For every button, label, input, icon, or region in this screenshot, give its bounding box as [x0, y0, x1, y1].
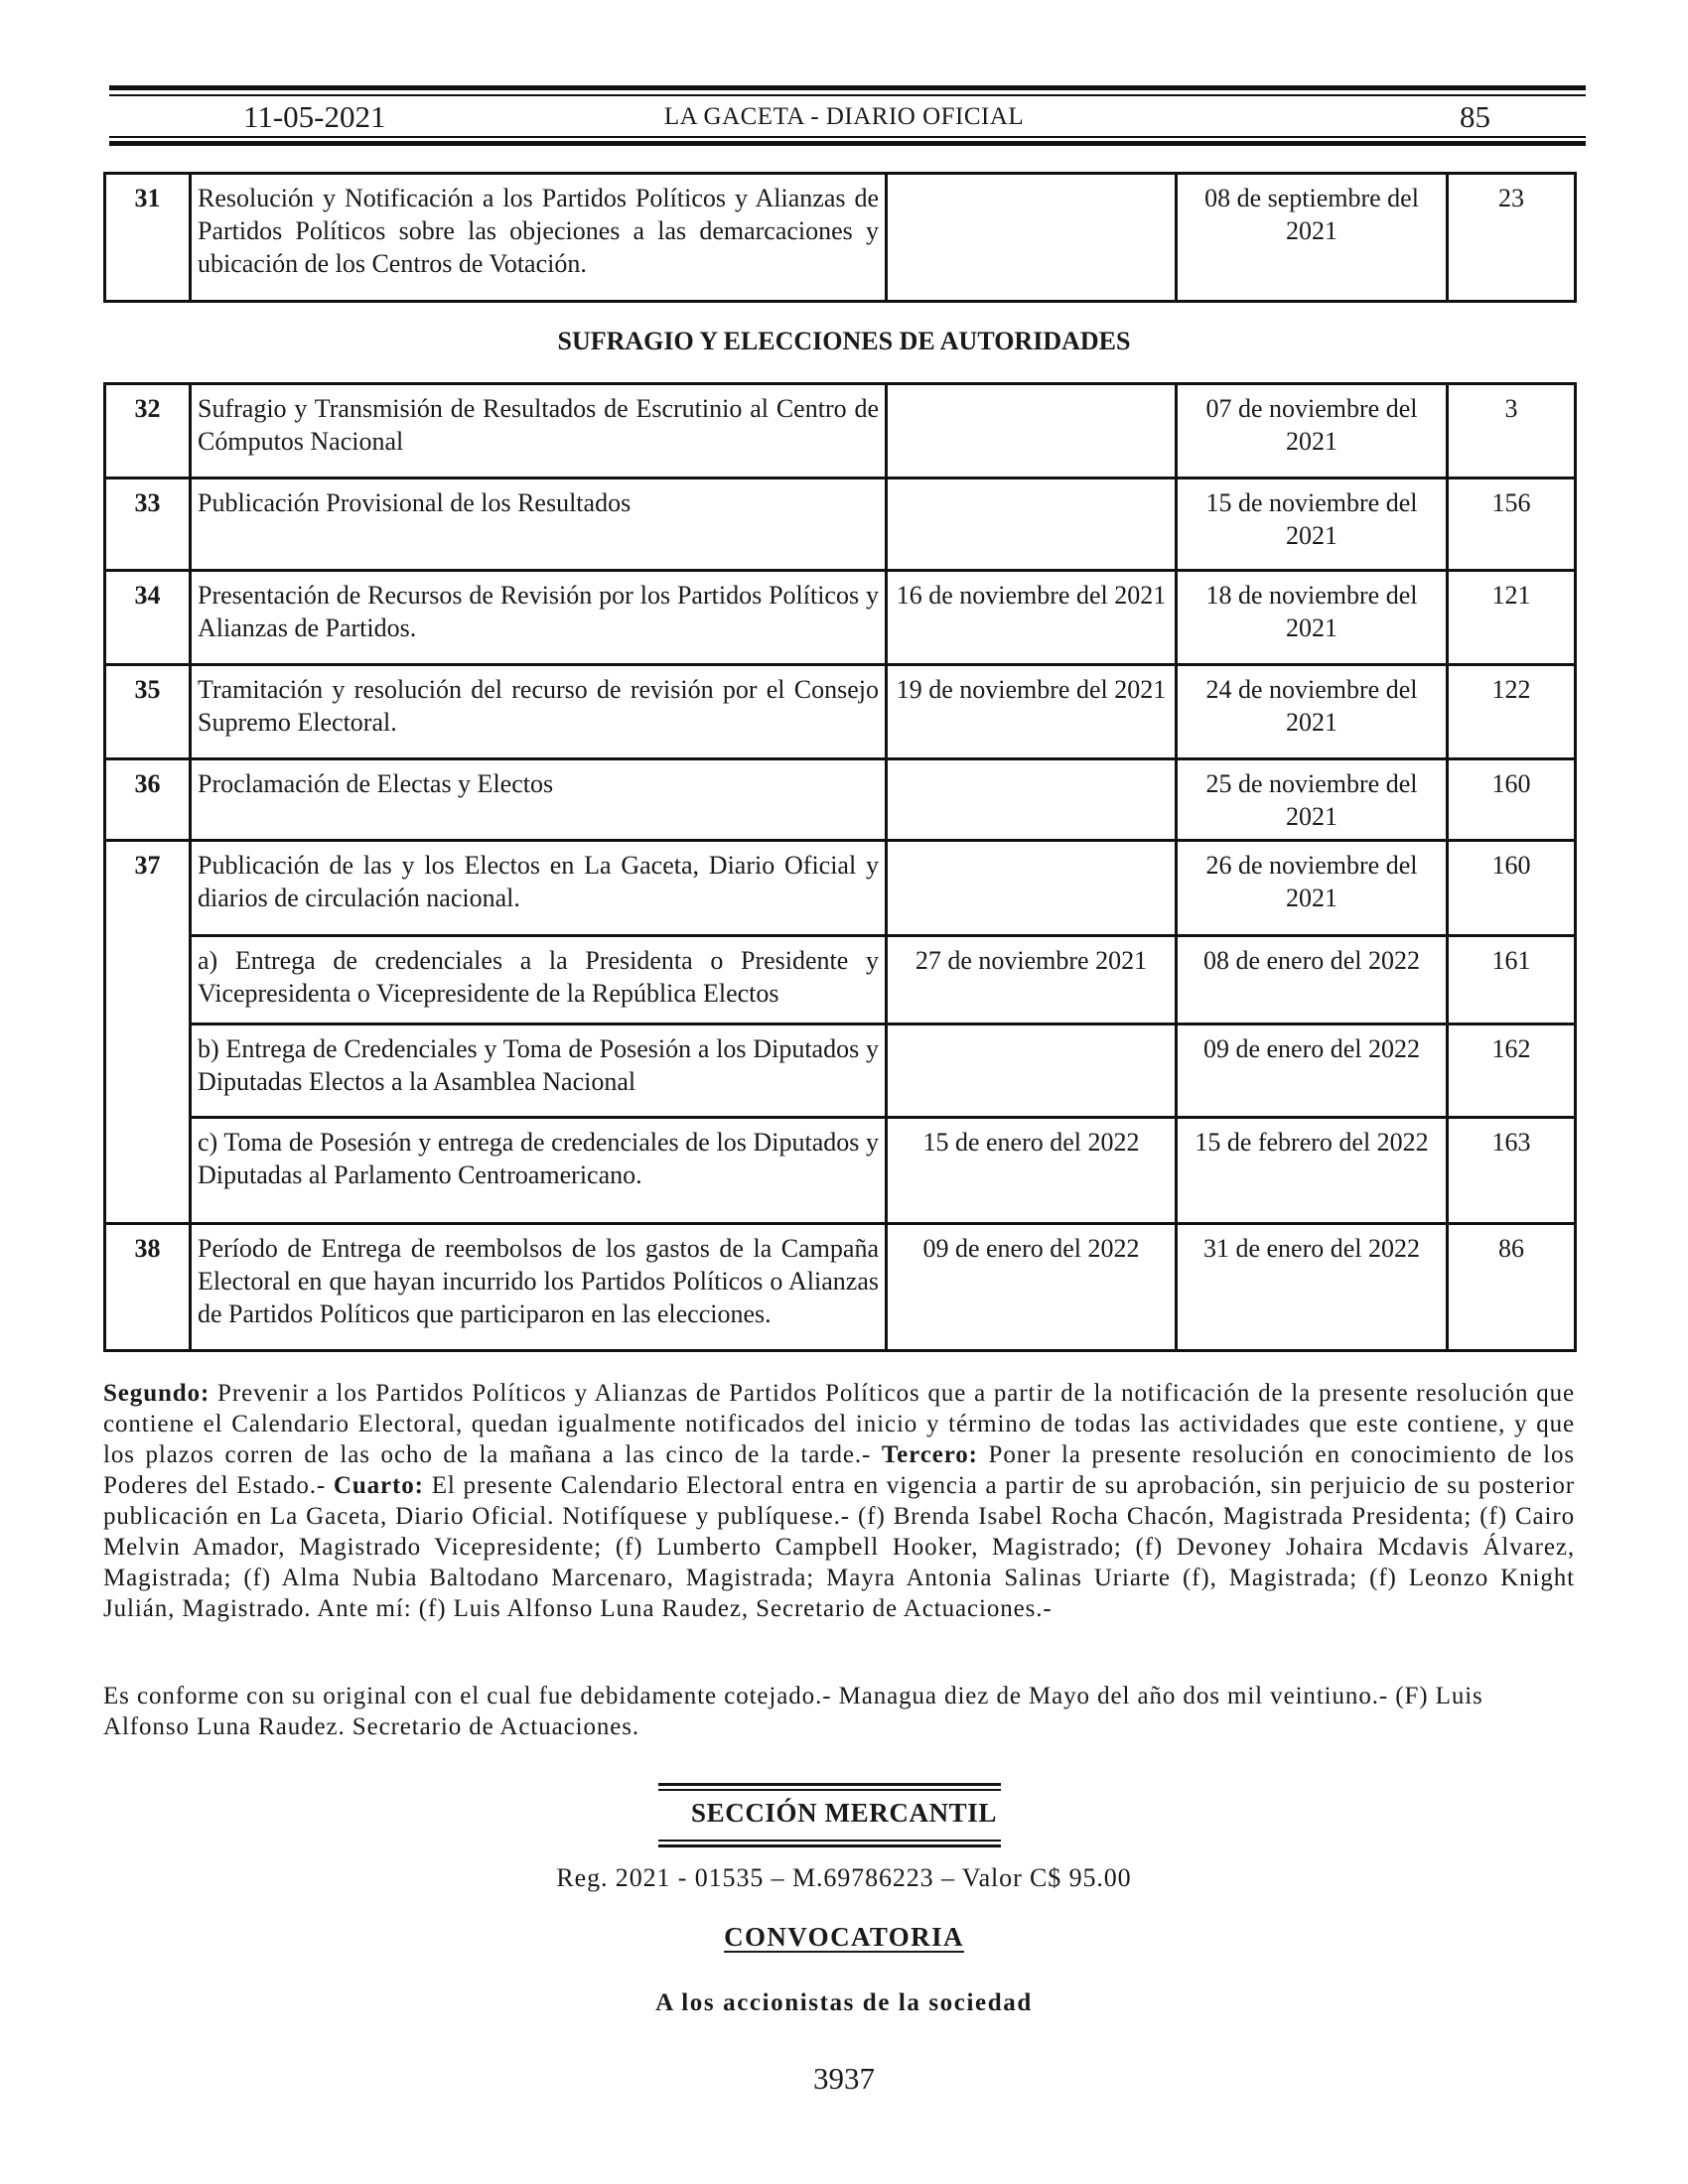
accionistas-heading: A los accionistas de la sociedad — [655, 1989, 1033, 2016]
start-date — [887, 841, 1177, 936]
activity-number — [105, 1118, 191, 1224]
tercero-text: Poner la presente resolución en conocimiento de los Poderes del Estado.- — [103, 1441, 1575, 1499]
activity-description: Presentación de Recursos de Revisión por los Partidos Políticos y Alianzas de Partidos. — [191, 571, 887, 665]
activity-number: 33 — [105, 478, 191, 571]
header-rule-bottom-thin — [109, 136, 1586, 138]
start-date: 15 de enero del 2022 — [887, 1118, 1177, 1224]
end-date: 26 de noviembre del 2021 — [1177, 841, 1448, 936]
table-row — [105, 1224, 1576, 1351]
activity-description: Sufragio y Transmisión de Resultados de Escrutinio al Centro de Cómputos Nacional — [191, 384, 887, 478]
start-date — [887, 759, 1177, 841]
start-date: 27 de noviembre 2021 — [887, 936, 1177, 1024]
days-count: 160 — [1448, 841, 1576, 936]
cuarto-text: El presente Calendario Electoral entra en vigencia a partir de su aprobación, sin perjuicio de su posterior publicación en La Gaceta, Diario Oficial. Notifíquese y publíquese.- (f) Brenda Isabel Rocha Chacón, Magistrada Presidenta; (f) Cairo Melvin Amador, Magistrado Vicepresidente; (f) Lumberto Campbell Hooker, Magistrado; (f) Devoney Johaira Mcdavis Álvarez, Magistrada; (f) Alma Nubia Baltodano Marcenaro, Magistrada; Mayra Antonia Salinas Uriarte (f), Magistrada; (f) Leonzo Knight Julián, Magistrado. Ante mí: (f) Luis Alfonso Luna Raudez, Secretario de Actuaciones.- — [103, 1472, 1575, 1622]
days-count: 160 — [1448, 759, 1576, 841]
start-date — [887, 478, 1177, 571]
days-count: 122 — [1448, 665, 1576, 759]
table-row — [105, 478, 1576, 571]
registration-line: Reg. 2021 - 01535 – M.69786223 – Valor C$ 95.00 — [556, 1863, 1132, 1892]
tercero-label: Tercero: — [881, 1441, 978, 1468]
header-rule-bottom-thick — [109, 141, 1586, 146]
activity-number — [105, 936, 191, 1024]
end-date: 24 de noviembre del 2021 — [1177, 665, 1448, 759]
section-title-suffrage: SUFRAGIO Y ELECCIONES DE AUTORIDADES — [557, 327, 1131, 355]
start-date — [887, 1024, 1177, 1118]
start-date — [887, 384, 1177, 478]
end-date: 08 de enero del 2022 — [1177, 936, 1448, 1024]
days-count: 156 — [1448, 478, 1576, 571]
start-date: 09 de enero del 2022 — [887, 1224, 1177, 1351]
activity-number — [105, 1024, 191, 1118]
activity-description: Resolución y Notificación a los Partidos Políticos y Alianzas de Partidos Políticos sobre las objeciones a las demarcaciones y ubicación de los Centros de Votación. — [191, 174, 887, 302]
header-title: LA GACETA - DIARIO OFICIAL — [663, 103, 1025, 130]
table-row — [105, 665, 1576, 759]
table-row — [105, 759, 1576, 841]
header-rule-top-thick — [109, 85, 1586, 90]
section-title-mercantil: SECCIÓN MERCANTIL — [691, 1798, 997, 1828]
resolution-paragraph — [103, 1378, 1575, 1624]
mercantil-rule-bottom-thick — [658, 1844, 1001, 1847]
end-date: 08 de septiembre del 2021 — [1177, 174, 1448, 302]
activity-number: 38 — [105, 1224, 191, 1351]
mercantil-rule-top-thick — [658, 1783, 1001, 1786]
activity-number: 37 — [105, 841, 191, 936]
end-date: 09 de enero del 2022 — [1177, 1024, 1448, 1118]
days-count: 161 — [1448, 936, 1576, 1024]
days-count: 86 — [1448, 1224, 1576, 1351]
end-date: 18 de noviembre del 2021 — [1177, 571, 1448, 665]
start-date — [887, 174, 1177, 302]
activity-number: 31 — [105, 174, 191, 302]
table-row — [105, 841, 1576, 936]
activity-number: 34 — [105, 571, 191, 665]
table-row — [105, 936, 1576, 1024]
activity-description: Tramitación y resolución del recurso de revisión por el Consejo Supremo Electoral. — [191, 665, 887, 759]
calendar-table-2 — [103, 382, 1577, 1352]
mercantil-rule-top-thin — [658, 1789, 1001, 1791]
activity-description: a) Entrega de credenciales a la Presidenta o Presidente y Vicepresidenta o Vicepresidente de la República Electos — [191, 936, 887, 1024]
table-row — [105, 571, 1576, 665]
header-page-number: 85 — [1460, 99, 1490, 134]
days-count: 163 — [1448, 1118, 1576, 1224]
activity-number: 32 — [105, 384, 191, 478]
end-date: 15 de febrero del 2022 — [1177, 1118, 1448, 1224]
calendar-table-1 — [103, 172, 1577, 303]
days-count: 3 — [1448, 384, 1576, 478]
activity-description: Publicación Provisional de los Resultados — [191, 478, 887, 571]
table-row — [105, 1118, 1576, 1224]
activity-description: Proclamación de Electas y Electos — [191, 759, 887, 841]
start-date: 19 de noviembre del 2021 — [887, 665, 1177, 759]
days-count: 23 — [1448, 174, 1576, 302]
days-count: 121 — [1448, 571, 1576, 665]
end-date: 31 de enero del 2022 — [1177, 1224, 1448, 1351]
end-date: 15 de noviembre del 2021 — [1177, 478, 1448, 571]
start-date: 16 de noviembre del 2021 — [887, 571, 1177, 665]
table-row — [105, 384, 1576, 478]
end-date: 25 de noviembre del 2021 — [1177, 759, 1448, 841]
table-row — [105, 174, 1576, 302]
mercantil-rule-bottom-thin — [658, 1840, 1001, 1842]
segundo-label: Segundo: — [103, 1380, 211, 1407]
end-date: 07 de noviembre del 2021 — [1177, 384, 1448, 478]
convocatoria-text: CONVOCATORIA — [724, 1922, 964, 1952]
days-count: 162 — [1448, 1024, 1576, 1118]
cuarto-label: Cuarto: — [333, 1472, 424, 1499]
activity-description: Período de Entrega de reembolsos de los gastos de la Campaña Electoral en que hayan incurrido los Partidos Políticos o Alianzas de Partidos Políticos que participaron en las elecciones. — [191, 1224, 887, 1351]
footer-page-number: 3937 — [813, 2061, 875, 2096]
activity-number: 36 — [105, 759, 191, 841]
segundo-text: Prevenir a los Partidos Políticos y Alianzas de Partidos Políticos que a partir de la notificación de la presente resolución que contiene el Calendario Electoral, quedan igualmente notificados del inicio y término de todas las actividades que este contiene, y que los plazos corren de las ocho de la mañana a las cinco de la tarde.- — [103, 1380, 1575, 1468]
table-row — [105, 1024, 1576, 1118]
header-date: 11-05-2021 — [243, 99, 386, 134]
activity-number: 35 — [105, 665, 191, 759]
header-rule-top-thin — [109, 94, 1586, 96]
convocatoria-heading — [0, 1922, 1688, 1953]
activity-description: c) Toma de Posesión y entrega de credenciales de los Diputados y Diputadas al Parlamento Centroamericano. — [191, 1118, 887, 1224]
activity-description: b) Entrega de Credenciales y Toma de Posesión a los Diputados y Diputadas Electos a la Asamblea Nacional — [191, 1024, 887, 1118]
conforme-paragraph: Es conforme con su original con el cual fue debidamente cotejado.- Managua diez de Mayo del año dos mil veintiuno.- (F) Luis Alfonso Luna Raudez. Secretario de Actuaciones. — [103, 1683, 1483, 1740]
activity-description: Publicación de las y los Electos en La Gaceta, Diario Oficial y diarios de circulación nacional. — [191, 841, 887, 936]
